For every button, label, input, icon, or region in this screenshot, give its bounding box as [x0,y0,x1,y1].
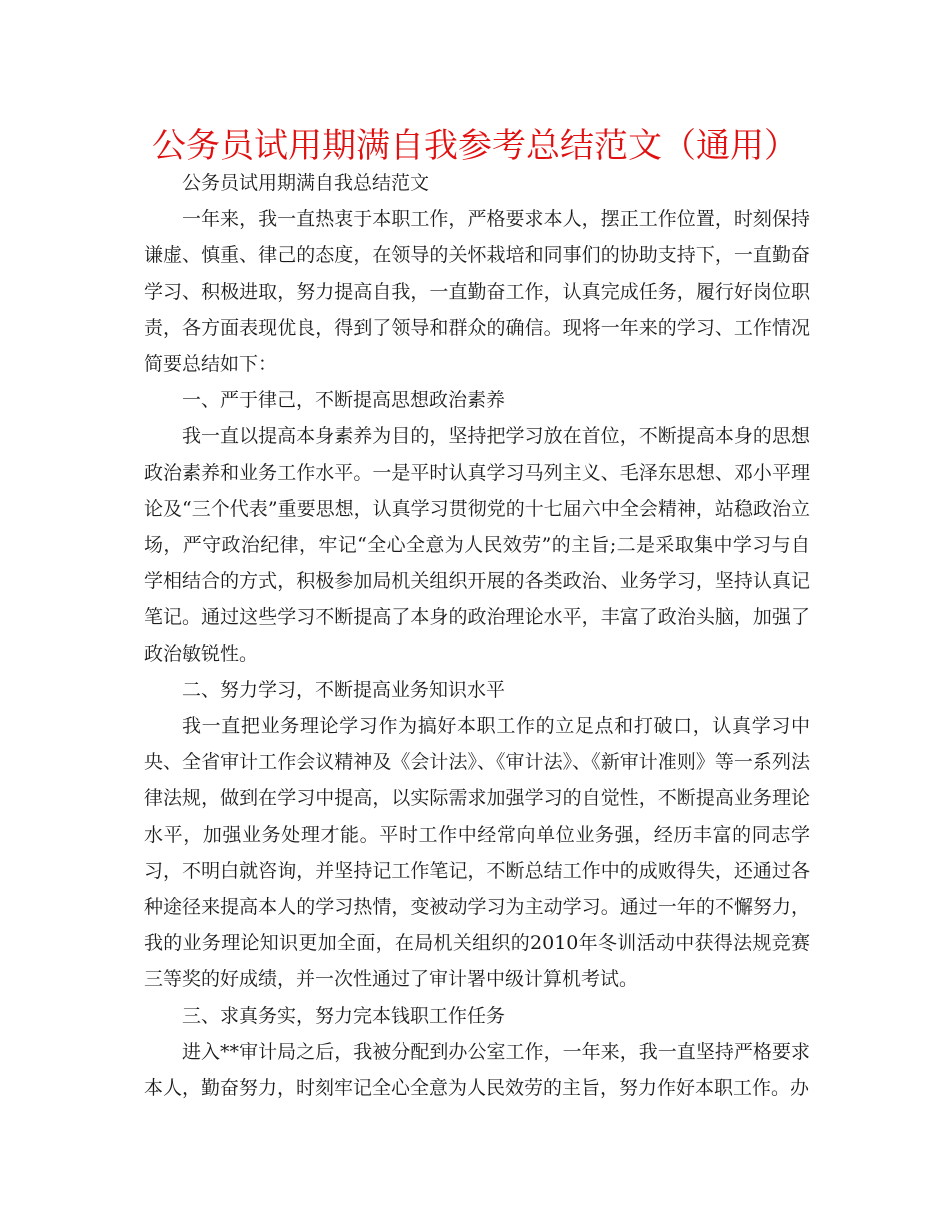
section-heading-1: 一、严于律己，不断提高思想政治素养 [182,389,506,412]
intro-paragraph: 一年来，我一直热衷于本职工作，严格要求本人，摆正工作位置，时刻保持谦虚、慎重、律己的态度，在领导的关怀栽培和同事们的协助支持下，一直勤奋学习、积极进取，努力提高自我，一直勤奋工作，认真完成任务，履行好岗位职责，各方面表现优良，得到了领导和群众的确信。现将一年来的学习、工作情况简要总结如下： [144,208,810,376]
section-heading-2: 二、努力学习，不断提高业务知识水平 [182,678,506,701]
section-3-paragraph: 进入**审计局之后，我被分配到办公室工作，一年来，我一直坚持严格要求本人，勤奋努力，时刻牢记全心全意为人民效劳的主旨，努力作好本职工作。办 [144,1040,810,1100]
section-heading-3: 三、求真务实，努力完本钱职工作任务 [182,1004,506,1027]
section-2-paragraph: 我一直把业务理论学习作为搞好本职工作的立足点和打破口，认真学习中央、全省审计工作会议精神及《会计法》、《审计法》、《新审计准则》等一系列法律法规，做到在学习中提高，以实际需求加强学习的自觉性，不断提高业务理论水平，加强业务处理才能。平时工作中经常向单位业务强，经历丰富的同志学习，不明白就咨询，并坚持记工作笔记，不断总结工作中的成败得失，还通过各种途径来提高本人的学习热情，变被动学习为主动学习。通过一年的不懈努力，我的业务理论知识更加全面，在局机关组织的2010年冬训活动中获得法规竞赛三等奖的好成绩，并一次性通过了审计署中级计算机考试。 [144,715,810,991]
document-title: 公务员试用期满自我参考总结范文（通用） [152,126,798,166]
document-body [144,165,810,1106]
section-1-paragraph: 我一直以提高本身素养为目的，坚持把学习放在首位，不断提高本身的思想政治素养和业务工作水平。一是平时认真学习马列主义、毛泽东思想、邓小平理论及“三个代表”重要思想，认真学习贯彻党的十七届六中全会精神，站稳政治立场，严守政治纪律，牢记“全心全意为人民效劳”的主旨;二是采取集中学习与自学相结合的方式，积极参加局机关组织开展的各类政治、业务学习，坚持认真记笔记。通过这些学习不断提高了本身的政治理论水平，丰富了政治头脑，加强了政治敏锐性。 [144,425,810,665]
subtitle: 公务员试用期满自我总结范文 [182,172,430,194]
